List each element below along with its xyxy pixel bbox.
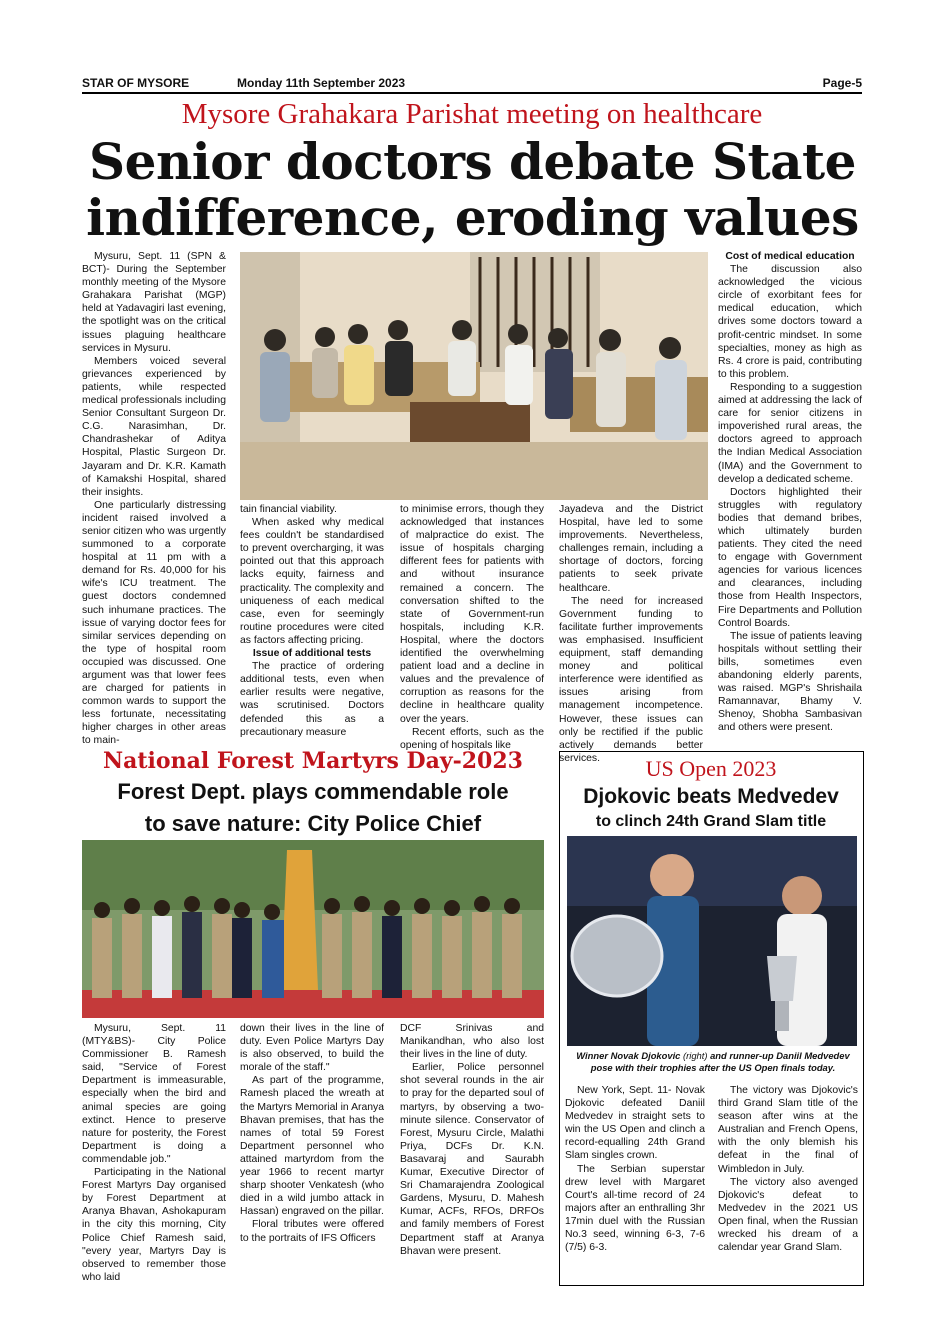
paper-name: STAR OF MYSORE (82, 76, 190, 90)
forest-martyrs-photo (82, 840, 544, 1018)
paragraph: Responding to a suggestion aimed at addressing the lack of care for senior citizens in impoverished rural areas, the doctors agreed to approach the Indian Medical Association (IMA) and the Government to develop a dedicated scheme. (718, 381, 862, 485)
caption-plain: (right) (680, 1050, 711, 1061)
paragraph: DCF Srinivas and Manikandhan, who also lost their lives in the line of duty. (400, 1023, 544, 1061)
story1-headline-line2: indifference, eroding values (86, 188, 859, 247)
story1-column-3 (400, 503, 544, 751)
paragraph: Doctors highlighted their struggles with regulatory bodies that demand bribes, which ultimately burden patients. They cited the need to engage with Government agencies for various licences and clearances, including those from Health Inspectors, Fire Departments and Pollution Control Boards. (718, 486, 862, 629)
paragraph: The Serbian superstar drew level with Margaret Court's all-time record of 24 majors after an enthralling 3hr 17min duel with the Russian No.3 seed, winning 6-3, 7-6 (7/5) 6-3. (565, 1163, 705, 1254)
story1-column-4 (559, 503, 703, 764)
paragraph: Recent efforts, such as the opening of hospitals like (400, 726, 544, 751)
paragraph: Mysuru, Sept. 11 (SPN & BCT)- During the September monthly meeting of the Mysore Grahakara Parishat (MGP) held at Yadavagiri last evening, the spotlight was on the critical issues plaguing healthcare services in Mysuru. (82, 251, 226, 354)
story3-headline-line1: Djokovic beats Medvedev (583, 785, 839, 808)
page-number: Page-5 (822, 76, 862, 90)
paragraph: Members voiced several grievances experienced by patients, while respected medical professionals including Senior Consultant Surgeon Dr. C.G. Narasimhan, Dr. Chandrashekar of Aditya Hospital, Plastic Surgeon Dr. Jayaram and Dr. K.R. Kamath of Kamakshi Hospital, shared their insights. (82, 355, 226, 498)
story1-headline-line1: Senior doctors debate State (89, 132, 856, 191)
paragraph: New York, Sept. 11- Novak Djokovic defeated Daniil Medvedev in straight sets to win the US Open and clinch a record-equalling 24th Grand Slam singles crown. (565, 1085, 705, 1162)
story2-headline-line1: Forest Dept. plays commendable role (117, 779, 509, 804)
paragraph: Earlier, Police personnel shot several rounds in the air to pray for the departed soul of martyrs, by observing a two-minute silence. Conservator of Forest, Mysuru Circle, Malathi Priya, DCFs Dr. K.N. Basavaraj and Saurabh Kumar, Executive Director of Sri Chamarajendra Zoological Gardens, Mysuru, D. Mahesh Kumar, ACFs, RFOs, DRFOs and family members of Forest Department staff at Aranya Bhavan were present. (400, 1062, 544, 1257)
story2-column-2 (240, 1022, 384, 1292)
paragraph: down their lives in the line of duty. Even Police Martyrs Day is also observed, to build the morale of the staff." (240, 1023, 384, 1074)
issue-date: Monday 11th September 2023 (237, 76, 406, 90)
photo-caption (567, 1050, 859, 1074)
story3-column-2 (718, 1084, 858, 1280)
paragraph: to minimise errors, though they acknowledged that instances of malpractice do exist. The issue of hospitals charging different fees for patients with and without insurance remained a concern. The conversation shifted to the state of Government-run hospitals, including K.R. Hospital, where the doctors identified the overwhelming patient load and a decline in values and the prevalence of corruption as reasons for the decline in healthcare quality over the years. (400, 504, 544, 725)
caption-bold-2: and runner-up Daniil Medvedev pose with their trophies after the US Open finals today. (590, 1050, 850, 1073)
paragraph: The practice of ordering additional tests, even when earlier results were negative, was scrutinised. Doctors defended this as a precautionary measure (240, 661, 384, 738)
paragraph: Mysuru, Sept. 11 (MTY&BS)- City Police Commissioner B. Ramesh said, "Service of Forest Department is immeasurable, especially when the bird and animal species are going extinct. Hence to preserve nature for posterity, the Forest Department is doing a commendable job." (82, 1023, 226, 1165)
djokovic-medvedev-photo (567, 836, 857, 1046)
story2-column-3 (400, 1022, 544, 1292)
paragraph: The need for increased Government funding to facilitate further improvements was emphasised. Insufficient equipment, staff demanding money and political interference were identified as issues arising from management incompetence. However, these issues can only be rectified if the public actively demands better services. (559, 595, 703, 764)
paragraph: tain financial viability. (240, 504, 337, 515)
story3-column-1 (565, 1084, 705, 1280)
masthead (82, 74, 862, 94)
story2-column-1 (82, 1022, 226, 1292)
paragraph: The discussion also acknowledged the vicious circle of exorbitant fees for medical education, which drives some doctors toward a profit-centric mindset. In some specialties, money as high as Rs. 4 crore is paid, contributing to this problem. (718, 264, 862, 380)
paragraph: The victory was Djokovic's third Grand Slam title of the season after wins at the Australian and French Opens, with the only blemish his defeat in the final of Wimbledon in July. (718, 1085, 858, 1175)
paragraph: When asked why medical fees couldn't be standardised to prevent overcharging, it was pointed out that this approach lacks equity, fairness and practicality. The complexity and uniqueness of each medical case, even for seemingly routine procedures were cited as factors affecting pricing. (240, 517, 384, 646)
story1-column-2 (240, 503, 384, 743)
paragraph: One particularly distressing incident raised involved a senior citizen who was urgently summoned to a corporate hospital at 11 pm with a demand for Rs. 40,000 for his wife's ICU treatment. The guest doctors condemned such inhumane practices. The issue of varying doctor fees for similar services depending on the type of hospital room occupied was discussed. One argument was that lower fees are charged for patients in common wards to support the less fortunate, necessitating higher charges in other areas to main- (82, 499, 226, 747)
subheading: Issue of additional tests (252, 648, 372, 660)
story3-kicker: US Open 2023 (645, 756, 777, 781)
paragraph: The issue of patients leaving hospitals without settling their bills, sometimes even abandoning elderly parents, was raised. MGP's Shrishaila Ramannavar, Bhamy V. Shenoy, Shobha Sambasivan and others were present. (718, 630, 862, 734)
paragraph: Jayadeva and the District Hospital, have led to some improvements. Nevertheless, challenges remain, including a shortage of doctors, forcing patients to seek private healthcare. (559, 504, 703, 594)
story2-headline-line2: to save nature: City Police Chief (144, 811, 482, 836)
paragraph: As part of the programme, Ramesh placed the wreath at the Martyrs Memorial in Aranya Bhavan premises, that has the names of total 59 Forest Department personnel who attained martyrdom from the year 1966 to recent martyr sharp shooter Venkatesh (who died in a wild jumbo attack in Hassan) engraved on the pillar. (240, 1075, 384, 1218)
story1-kicker: Mysore Grahakara Parishat meeting on healthcare (181, 98, 763, 130)
story1-column-5 (718, 250, 862, 742)
paragraph: The victory also avenged Djokovic's defeat to Medvedev in the 2021 US Open final, when the Russian wrecked his dream of a calendar year Grand Slam. (718, 1176, 858, 1254)
paragraph: Participating in the National Forest Martyrs Day organised by Forest Department at Aranya Bhavan, Ashokapuram in the city this morning, City Police Chief Ramesh said, "every year, Martyrs Day is observed to remember those who laid (82, 1167, 226, 1283)
story3-headline-line2: to clinch 24th Grand Slam title (595, 813, 827, 830)
paragraph: Floral tributes were offered to the portraits of IFS Officers (240, 1219, 384, 1244)
meeting-photo (240, 252, 708, 500)
story1-column-1 (82, 250, 226, 747)
story2-kicker: National Forest Martyrs Day-2023 (103, 748, 523, 774)
caption-bold-1: Winner Novak Djokovic (576, 1050, 681, 1061)
subheading: Cost of medical education (725, 251, 855, 262)
